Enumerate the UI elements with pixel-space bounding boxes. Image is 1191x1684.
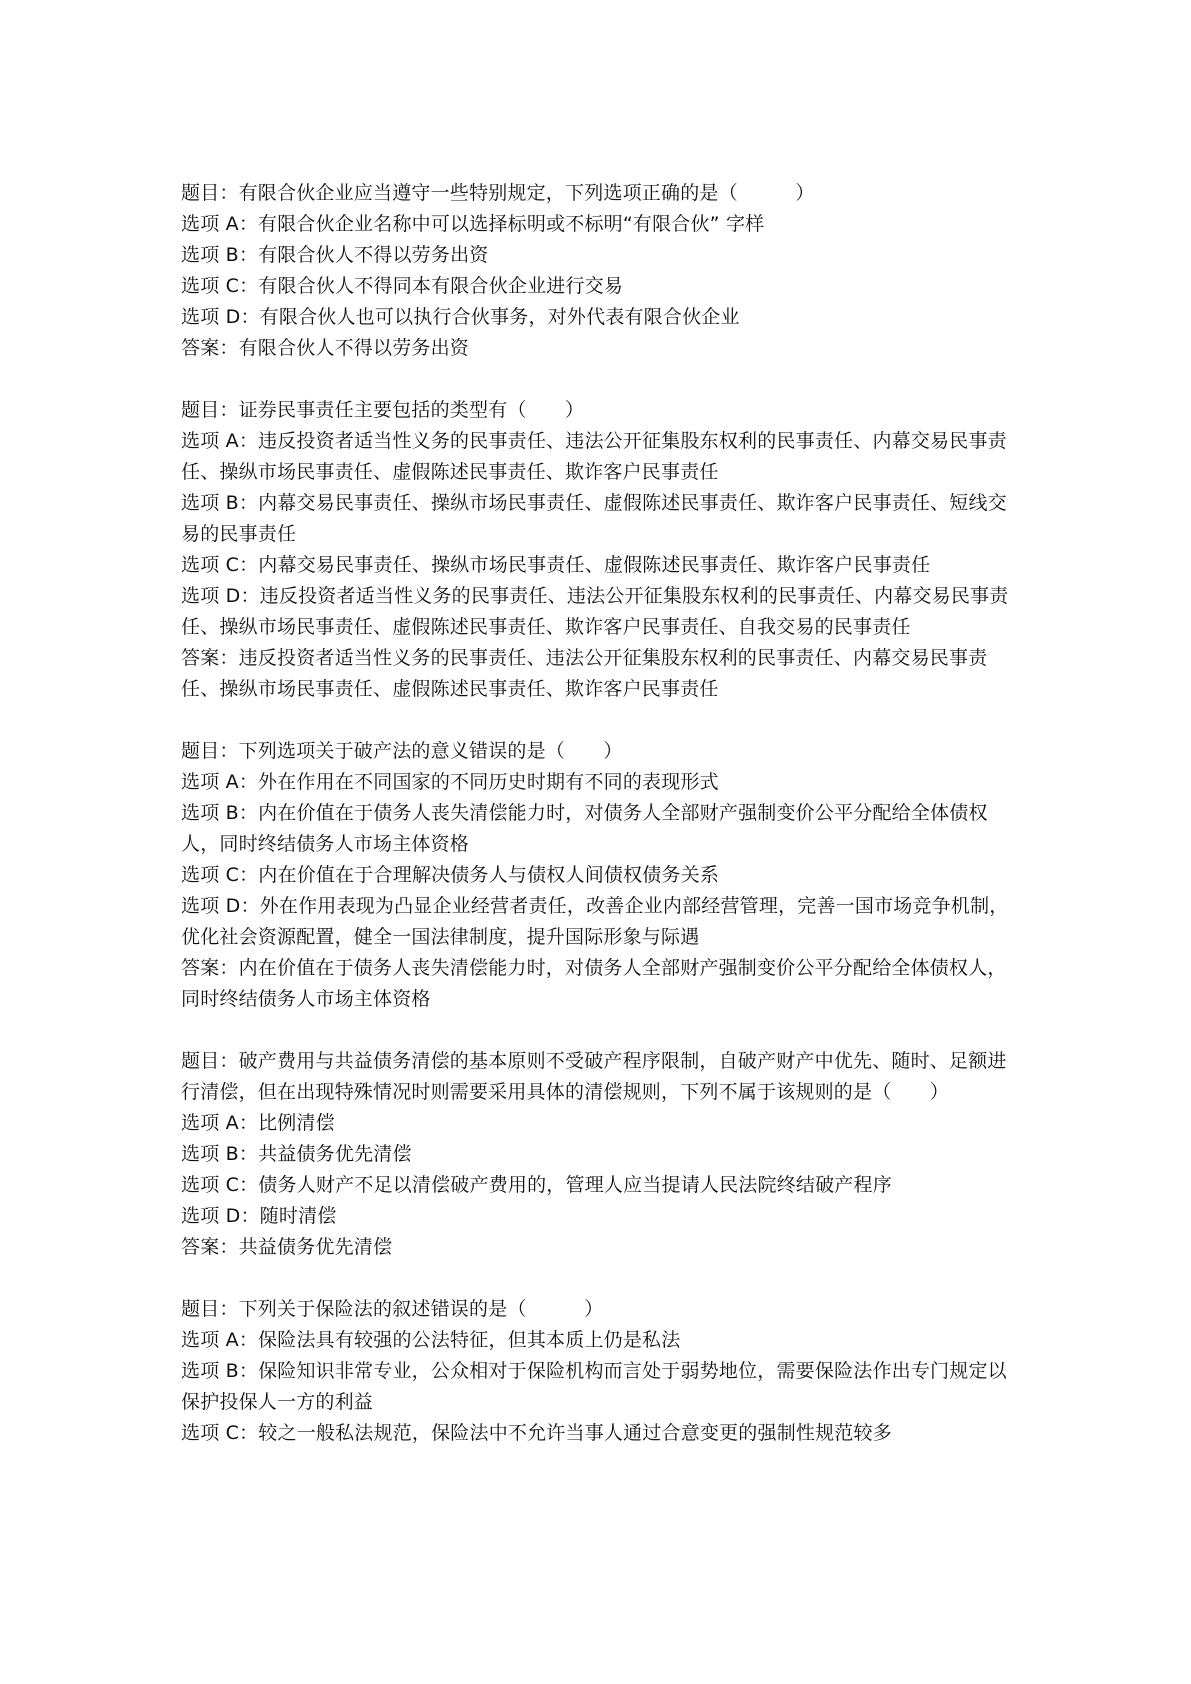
question-block bbox=[181, 395, 1016, 705]
document-page bbox=[181, 178, 1016, 1480]
option-c: 选项 C：债务人财产不足以清偿破产费用的，管理人应当提请人民法院终结破产程序 bbox=[181, 1174, 892, 1196]
question-title: 题目：下列选项关于破产法的意义错误的是（ ） bbox=[181, 740, 623, 762]
option-b: 选项 B：共益债务优先清偿 bbox=[181, 1143, 412, 1165]
answer: 答案：违反投资者适当性义务的民事责任、违法公开征集股东权利的民事责任、内幕交易民事责任、操纵市场民事责任、虚假陈述民事责任、欺诈客户民事责任 bbox=[181, 647, 988, 700]
option-b: 选项 B：内在价值在于债务人丧失清偿能力时，对债务人全部财产强制变价公平分配给全体债权人，同时终结债务人市场主体资格 bbox=[181, 802, 988, 855]
option-d: 选项 D：违反投资者适当性义务的民事责任、违法公开征集股东权利的民事责任、内幕交易民事责任、操纵市场民事责任、虚假陈述民事责任、欺诈客户民事责任、自我交易的民事责任 bbox=[181, 585, 1009, 638]
option-c: 选项 C：内在价值在于合理解决债务人与债权人间债权债务关系 bbox=[181, 864, 720, 886]
option-a: 选项 A：有限合伙企业名称中可以选择标明或不标明“有限合伙” 字样 bbox=[181, 213, 765, 235]
question-title: 题目：证券民事责任主要包括的类型有（ ） bbox=[181, 399, 585, 421]
option-a: 选项 A：违反投资者适当性义务的民事责任、违法公开征集股东权利的民事责任、内幕交易民事责任、操纵市场民事责任、虚假陈述民事责任、欺诈客户民事责任 bbox=[181, 430, 1007, 483]
option-a: 选项 A：比例清偿 bbox=[181, 1112, 335, 1134]
option-a: 选项 A：外在作用在不同国家的不同历史时期有不同的表现形式 bbox=[181, 771, 719, 793]
option-c: 选项 C：内幕交易民事责任、操纵市场民事责任、虚假陈述民事责任、欺诈客户民事责任 bbox=[181, 554, 931, 576]
question-title: 题目：破产费用与共益债务清偿的基本原则不受破产程序限制，自破产财产中优先、随时、足额进行清偿，但在出现特殊情况时则需要采用具体的清偿规则，下列不属于该规则的是（ ） bbox=[181, 1050, 1007, 1103]
answer: 答案：内在价值在于债务人丧失清偿能力时，对债务人全部财产强制变价公平分配给全体债权人，同时终结债务人市场主体资格 bbox=[181, 957, 1007, 1010]
option-d: 选项 D：有限合伙人也可以执行合伙事务，对外代表有限合伙企业 bbox=[181, 306, 740, 328]
question-block bbox=[181, 1294, 1016, 1449]
option-b: 选项 B：内幕交易民事责任、操纵市场民事责任、虚假陈述民事责任、欺诈客户民事责任、短线交易的民事责任 bbox=[181, 492, 1007, 545]
option-b: 选项 B：有限合伙人不得以劳务出资 bbox=[181, 244, 489, 266]
answer: 答案：共益债务优先清偿 bbox=[181, 1236, 393, 1258]
option-d: 选项 D：外在作用表现为凸显企业经营者责任，改善企业内部经营管理，完善一国市场竞争机制，优化社会资源配置，健全一国法律制度，提升国际形象与际遇 bbox=[181, 895, 1009, 948]
option-a: 选项 A：保险法具有较强的公法特征，但其本质上仍是私法 bbox=[181, 1329, 681, 1351]
option-d: 选项 D：随时清偿 bbox=[181, 1205, 337, 1227]
option-c: 选项 C：有限合伙人不得同本有限合伙企业进行交易 bbox=[181, 275, 624, 297]
question-block bbox=[181, 178, 1016, 364]
option-c: 选项 C：较之一般私法规范，保险法中不允许当事人通过合意变更的强制性规范较多 bbox=[181, 1422, 892, 1444]
option-b: 选项 B：保险知识非常专业，公众相对于保险机构而言处于弱势地位，需要保险法作出专门规定以保护投保人一方的利益 bbox=[181, 1360, 1007, 1413]
question-block bbox=[181, 736, 1016, 1015]
answer: 答案：有限合伙人不得以劳务出资 bbox=[181, 337, 470, 359]
question-block bbox=[181, 1046, 1016, 1263]
question-title: 题目：下列关于保险法的叙述错误的是（ ） bbox=[181, 1298, 604, 1320]
question-title: 题目：有限合伙企业应当遵守一些特别规定，下列选项正确的是（ ） bbox=[181, 182, 815, 204]
